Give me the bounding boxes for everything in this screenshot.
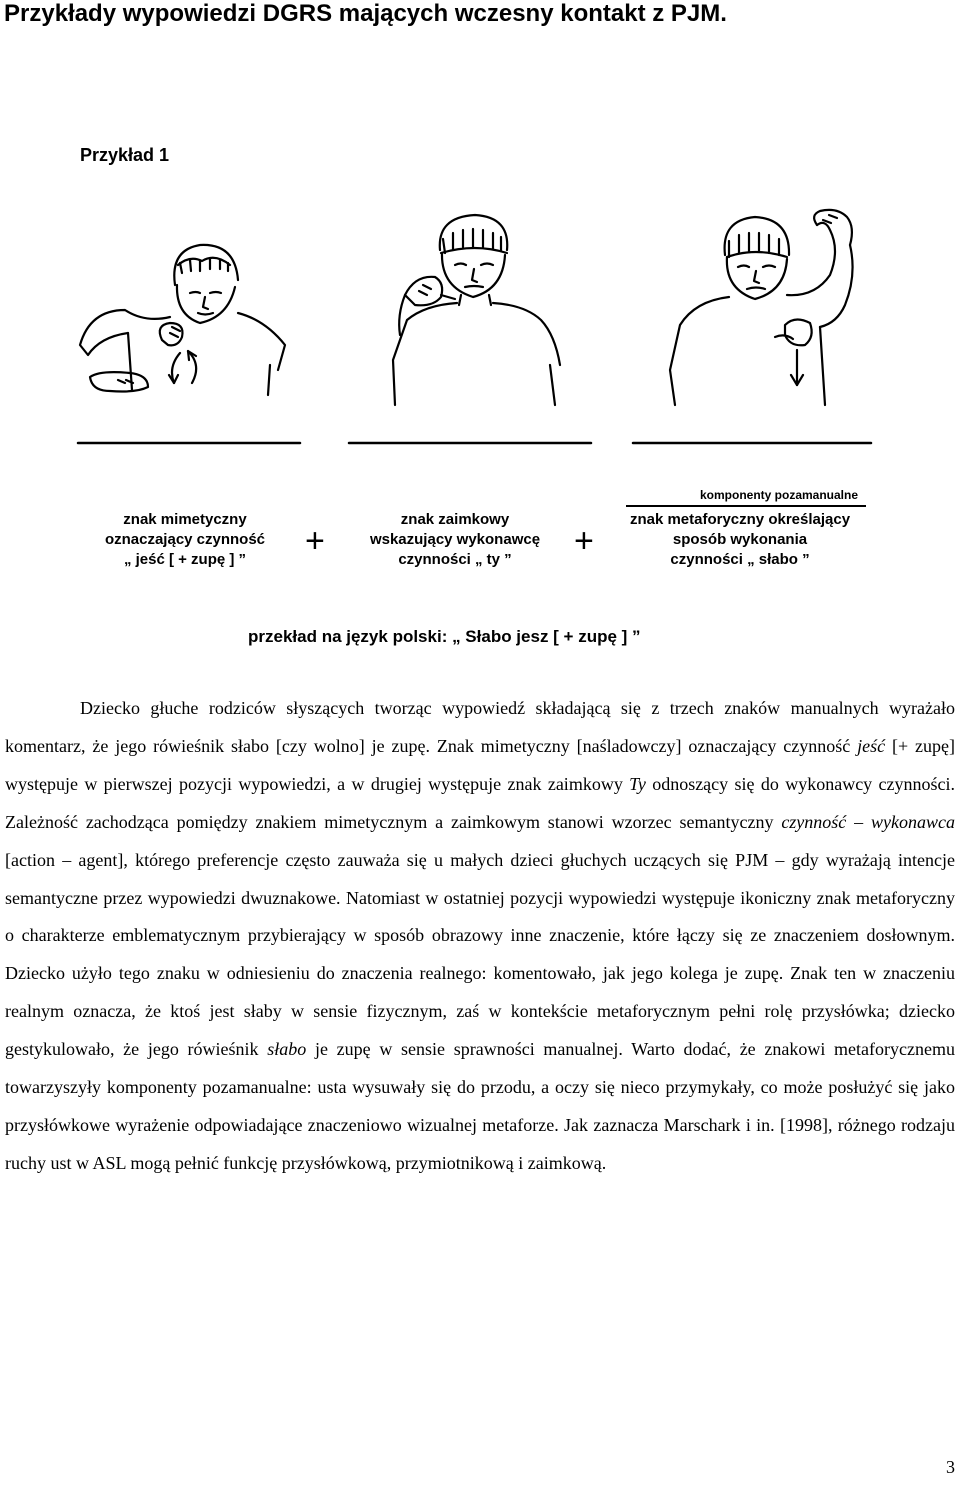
caption-sign-you bbox=[355, 510, 555, 570]
example-heading: Przykład 1 bbox=[80, 145, 170, 165]
text-run: [+ zupę] występuje w pierwszej pozycji wypowiedzi, a w drugiej występuje znak zaimkowy bbox=[5, 735, 955, 794]
caption-sign-weakly bbox=[612, 510, 868, 570]
emphasis: jeść bbox=[857, 735, 886, 756]
caption-line: czynności „ słabo ” bbox=[670, 551, 810, 568]
paragraph bbox=[5, 690, 955, 1183]
plus-symbol: + bbox=[574, 522, 594, 560]
emphasis: Ty bbox=[629, 773, 646, 794]
sign-illustration-eat bbox=[70, 205, 320, 450]
caption-line: znak zaimkowy bbox=[400, 511, 510, 528]
caption-line: „ jeść [ + zupę ] ” bbox=[123, 551, 247, 568]
caption-sign-eat bbox=[85, 510, 285, 570]
document-title: Przykłady wypowiedzi DGRS mających wczesny kontakt z PJM. bbox=[4, 0, 727, 27]
page-number: 3 bbox=[946, 1457, 955, 1477]
sign-illustration-you bbox=[345, 205, 595, 450]
polish-translation: przekład na język polski: „ Słabo jesz [ + zupę ] ” bbox=[248, 627, 641, 646]
text-run: odnoszący się do wykonawcy czynności. Zależność zachodząca pomiędzy znakiem mimetycznym a zaimkowym stanowi wzorzec semantyczny bbox=[5, 773, 956, 832]
caption-line: oznaczający czynność bbox=[104, 531, 266, 548]
caption-line: znak metaforyczny określający bbox=[629, 511, 851, 528]
text-run: je zupę w sensie sprawności manualnej. Warto dodać, że znakowi metaforycznemu towarzyszyły komponenty pozamanualne: usta wysuwały się do przodu, a oczy się nieco przymykały, co może posłużyć się jako przysłówkowe wyrażenie odpowiadające znaczeniowo wizualnej metaforze. Jak zaznacza Marschark i in. [1998], różnego rodzaju ruchy ust w ASL mogą pełnić funkcję przysłówkową, przymiotnikową i zaimkową. bbox=[5, 1039, 955, 1173]
text-run: Dziecko głuche rodziców słyszących tworząc wypowiedź składającą się z trzech znaków manualnych wyrażało komentarz, że jego rówieśnik słabo [czy wolno] je zupę. Znak mimetyczny [naśladowczy] oznaczający czynność bbox=[5, 698, 955, 756]
body-paragraph bbox=[5, 690, 955, 1183]
nonmanual-underline bbox=[626, 505, 866, 507]
caption-line: znak mimetyczny bbox=[123, 511, 247, 528]
text-run: [action – agent], którego preferencje często zauważa się u małych dzieci głuchych uczących się PJM – gdy wyrażają intencje semantyczne przez wypowiedzi dwuznakowe. Natomiast w ostatniej pozycji wypowiedzi występuje ikoniczny znak metaforyczny o charakterze emblematycznym przybierający w sposób obrazowy inne znaczenie, które łączy się ze znaczeniem dosłownym. Dziecko użyło tego znaku w odniesieniu do znaczenia realnego: komentowało, jak jego kolega je zupę. Znak ten w znaczeniu realnym oznacza, że ktoś jest słaby w sensie fizycznym, zaś w kontekście metaforycznym pełni rolę przysłówka; dziecko gestykulowało, że jego rówieśnik bbox=[5, 849, 955, 1060]
caption-line: wskazujący wykonawcę bbox=[369, 531, 541, 548]
sign-illustration-weakly bbox=[625, 205, 875, 450]
emphasis: słabo bbox=[267, 1039, 307, 1060]
caption-line: czynności „ ty ” bbox=[398, 551, 512, 568]
emphasis: czynność – wykonawca bbox=[781, 811, 955, 832]
nonmanual-components-label: komponenty pozamanualne bbox=[700, 488, 859, 502]
caption-line: sposób wykonania bbox=[672, 531, 808, 548]
plus-symbol: + bbox=[305, 522, 325, 560]
